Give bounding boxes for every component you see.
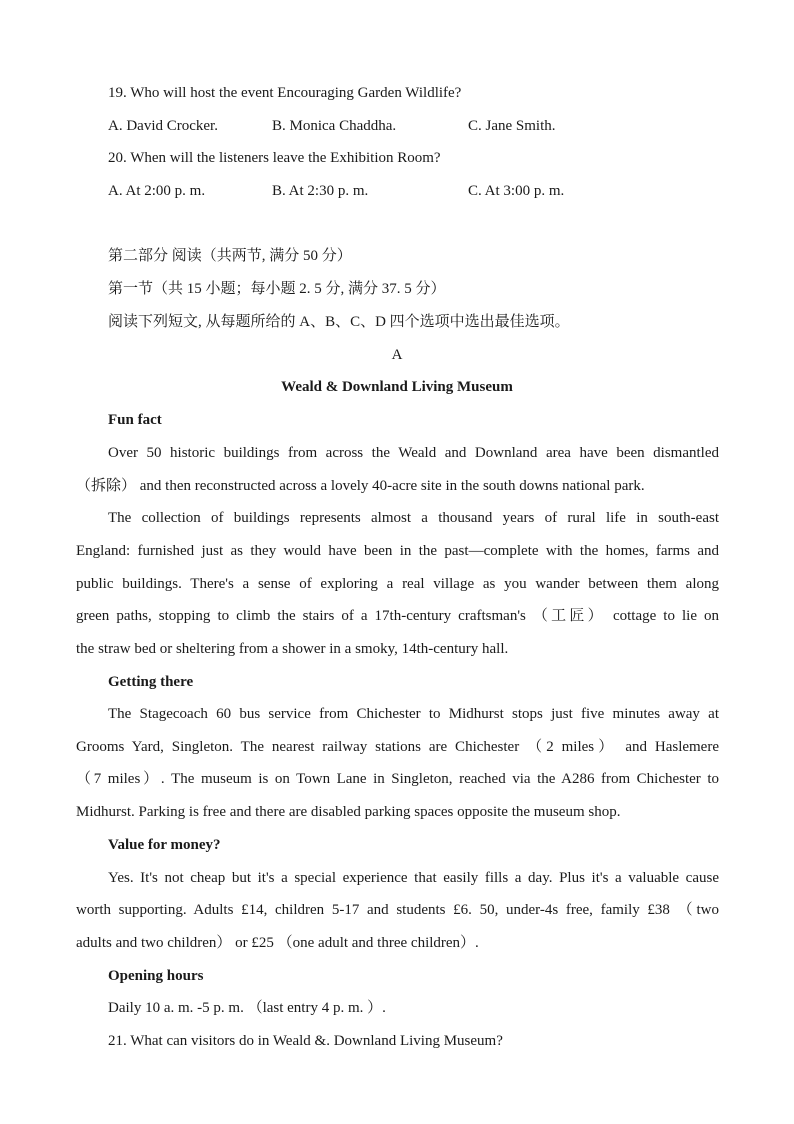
question-20-option-b: B. At 2:30 p. m. [272, 183, 369, 199]
question-20-stem: 20. When will the listeners leave the Exhibition Room? [108, 150, 441, 166]
fun-fact-line: Over 50 historic buildings from across the Weald and Downland area have been dismantled [108, 445, 719, 461]
fun-fact-line: the straw bed or sheltering from a shower in a smoky, 14th-century hall. [76, 641, 509, 657]
fun-fact-line: green paths, stopping to climb the stairs of a 17th-century craftsman's （工匠） cottage to lie on [76, 608, 719, 624]
value-heading: Value for money? [108, 837, 221, 853]
instructions: 阅读下列短文, 从每题所给的 A、B、C、D 四个选项中选出最佳选项。 [108, 314, 570, 330]
value-line: worth supporting. Adults £14, children 5-17 and students £6. 50, under-4s free, family £38 （two [76, 902, 719, 918]
hours-heading: Opening hours [108, 968, 204, 984]
passage-letter: A [391, 347, 403, 363]
getting-there-line: Midhurst. Parking is free and there are disabled parking spaces opposite the museum shop. [76, 804, 621, 820]
fun-fact-line: The collection of buildings represents almost a thousand years of rural life in south-east [108, 510, 719, 526]
getting-there-line: Grooms Yard, Singleton. The nearest railway stations are Chichester （2 miles） and Haslemere [76, 739, 719, 755]
fun-fact-line: England: furnished just as they would have been in the past—complete with the homes, farms and [76, 543, 719, 559]
question-20-option-a: A. At 2:00 p. m. [108, 183, 206, 199]
part-heading: 第二部分 阅读（共两节, 满分 50 分） [108, 248, 352, 264]
question-19-option-b: B. Monica Chaddha. [272, 118, 397, 134]
passage-title: Weald & Downland Living Museum [281, 379, 513, 395]
fun-fact-line: （拆除） and then reconstructed across a lovely 40-acre site in the south downs national park. [76, 478, 645, 494]
question-20-option-c: C. At 3:00 p. m. [468, 183, 565, 199]
fun-fact-heading: Fun fact [108, 412, 162, 428]
question-21-stem: 21. What can visitors do in Weald &. Downland Living Museum? [108, 1033, 503, 1049]
getting-there-heading: Getting there [108, 674, 194, 690]
question-19-option-c: C. Jane Smith. [468, 118, 556, 134]
question-19-stem: 19. Who will host the event Encouraging Garden Wildlife? [108, 85, 462, 101]
getting-there-line: （7 miles）. The museum is on Town Lane in Singleton, reached via the A286 from Chichester to [76, 771, 719, 787]
question-19-option-a: A. David Crocker. [108, 118, 218, 134]
subsection-heading: 第一节（共 15 小题；每小题 2. 5 分, 满分 37. 5 分） [108, 281, 446, 297]
value-line: adults and two children） or £25 （one adult and three children）. [76, 935, 479, 951]
fun-fact-line: public buildings. There's a sense of exploring a real village as you wander between them along [76, 576, 719, 592]
hours-line: Daily 10 a. m. -5 p. m. （last entry 4 p. m. ）. [108, 1000, 386, 1016]
value-line: Yes. It's not cheap but it's a special experience that easily fills a day. Plus it's a valuable cause [108, 870, 719, 886]
getting-there-line: The Stagecoach 60 bus service from Chichester to Midhurst stops just five minutes away at [108, 706, 719, 722]
